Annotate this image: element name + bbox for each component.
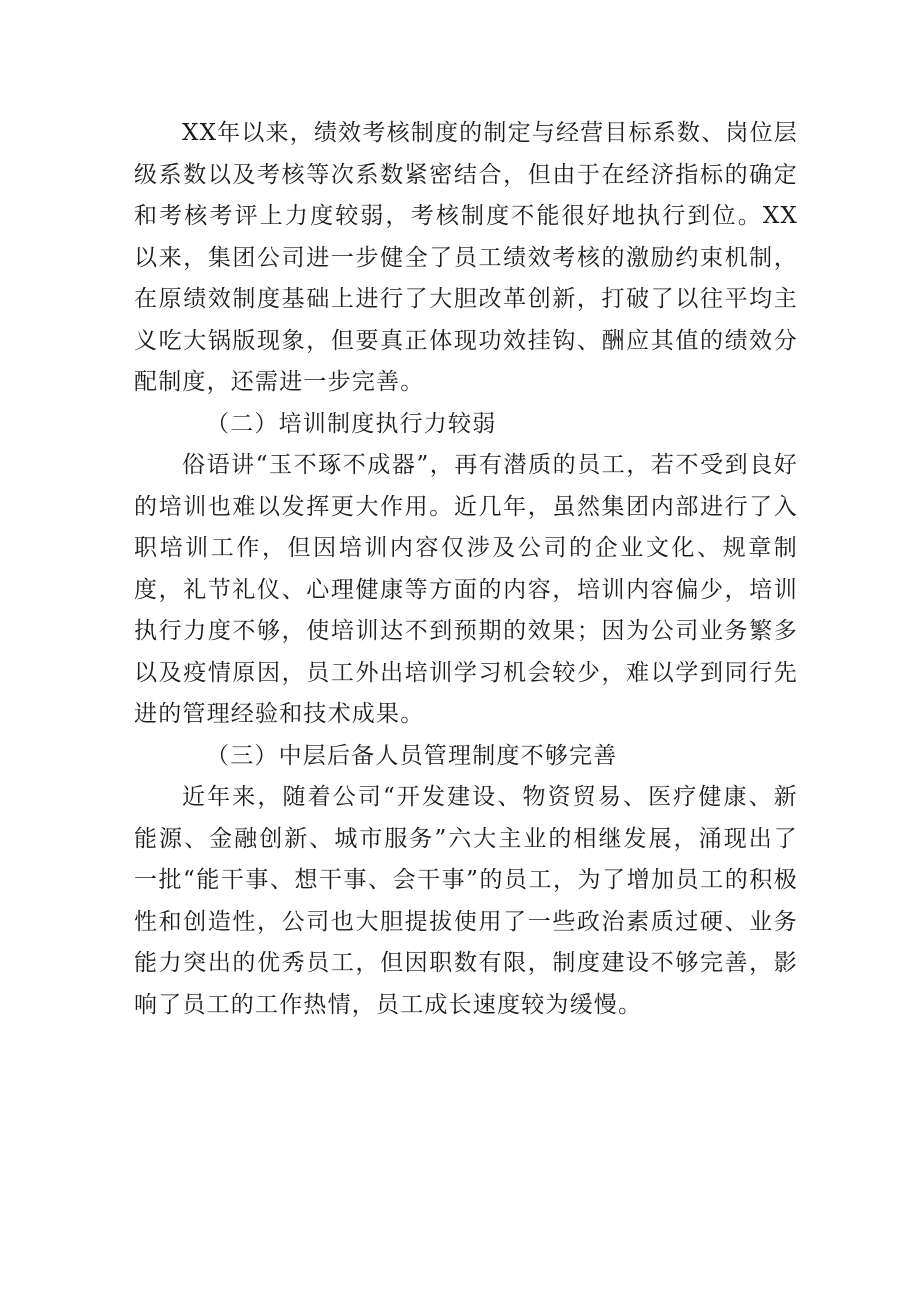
paragraph-middle-management: 近年来，随着公司“开发建设、物资贸易、医疗健康、新能源、金融创新、城市服务”六大主业的相继发展，涌现出了一批“能干事、想干事、会干事”的员工，为了增加员工的积极性和创造性，公司也大胆提拔使用了一些政治素质过硬、业务能力突出的优秀员工，但因职数有限，制度建设不够完善，影响了员工的工作热情，员工成长速度较为缓慢。	[134, 784, 798, 1018]
paragraph-training: 俗语讲“玉不琢不成器”，再有潜质的员工，若不受到良好的培训也难以发挥更大作用。近几年，虽然集团内部进行了入职培训工作，但因培训内容仅涉及公司的企业文化、规章制度，礼节礼仪、心理健康等方面的内容，培训内容偏少，培训执行力度不够，使培训达不到预期的效果；因为公司业务繁多以及疫情原因，员工外出培训学习机会较少，难以学到同行先进的管理经验和技术成果。	[134, 452, 798, 727]
section-heading-training: （二）培训制度执行力较弱	[206, 410, 497, 437]
document-page	[134, 113, 798, 1026]
section-heading-middle-management: （三）中层后备人员管理制度不够完善	[206, 742, 618, 769]
paragraph-performance-assessment: XX年以来，绩效考核制度的制定与经营目标系数、岗位层级系数以及考核等次系数紧密结合，但由于在经济指标的确定和考核考评上力度较弱，考核制度不能很好地执行到位。XX以来，集团公司进一步健全了员工绩效考核的激励约束机制，在原绩效制度基础上进行了大胆改革创新，打破了以往平均主义吃大锅版现象，但要真正体现功效挂钩、酬应其值的绩效分配制度，还需进一步完善。	[134, 120, 798, 395]
